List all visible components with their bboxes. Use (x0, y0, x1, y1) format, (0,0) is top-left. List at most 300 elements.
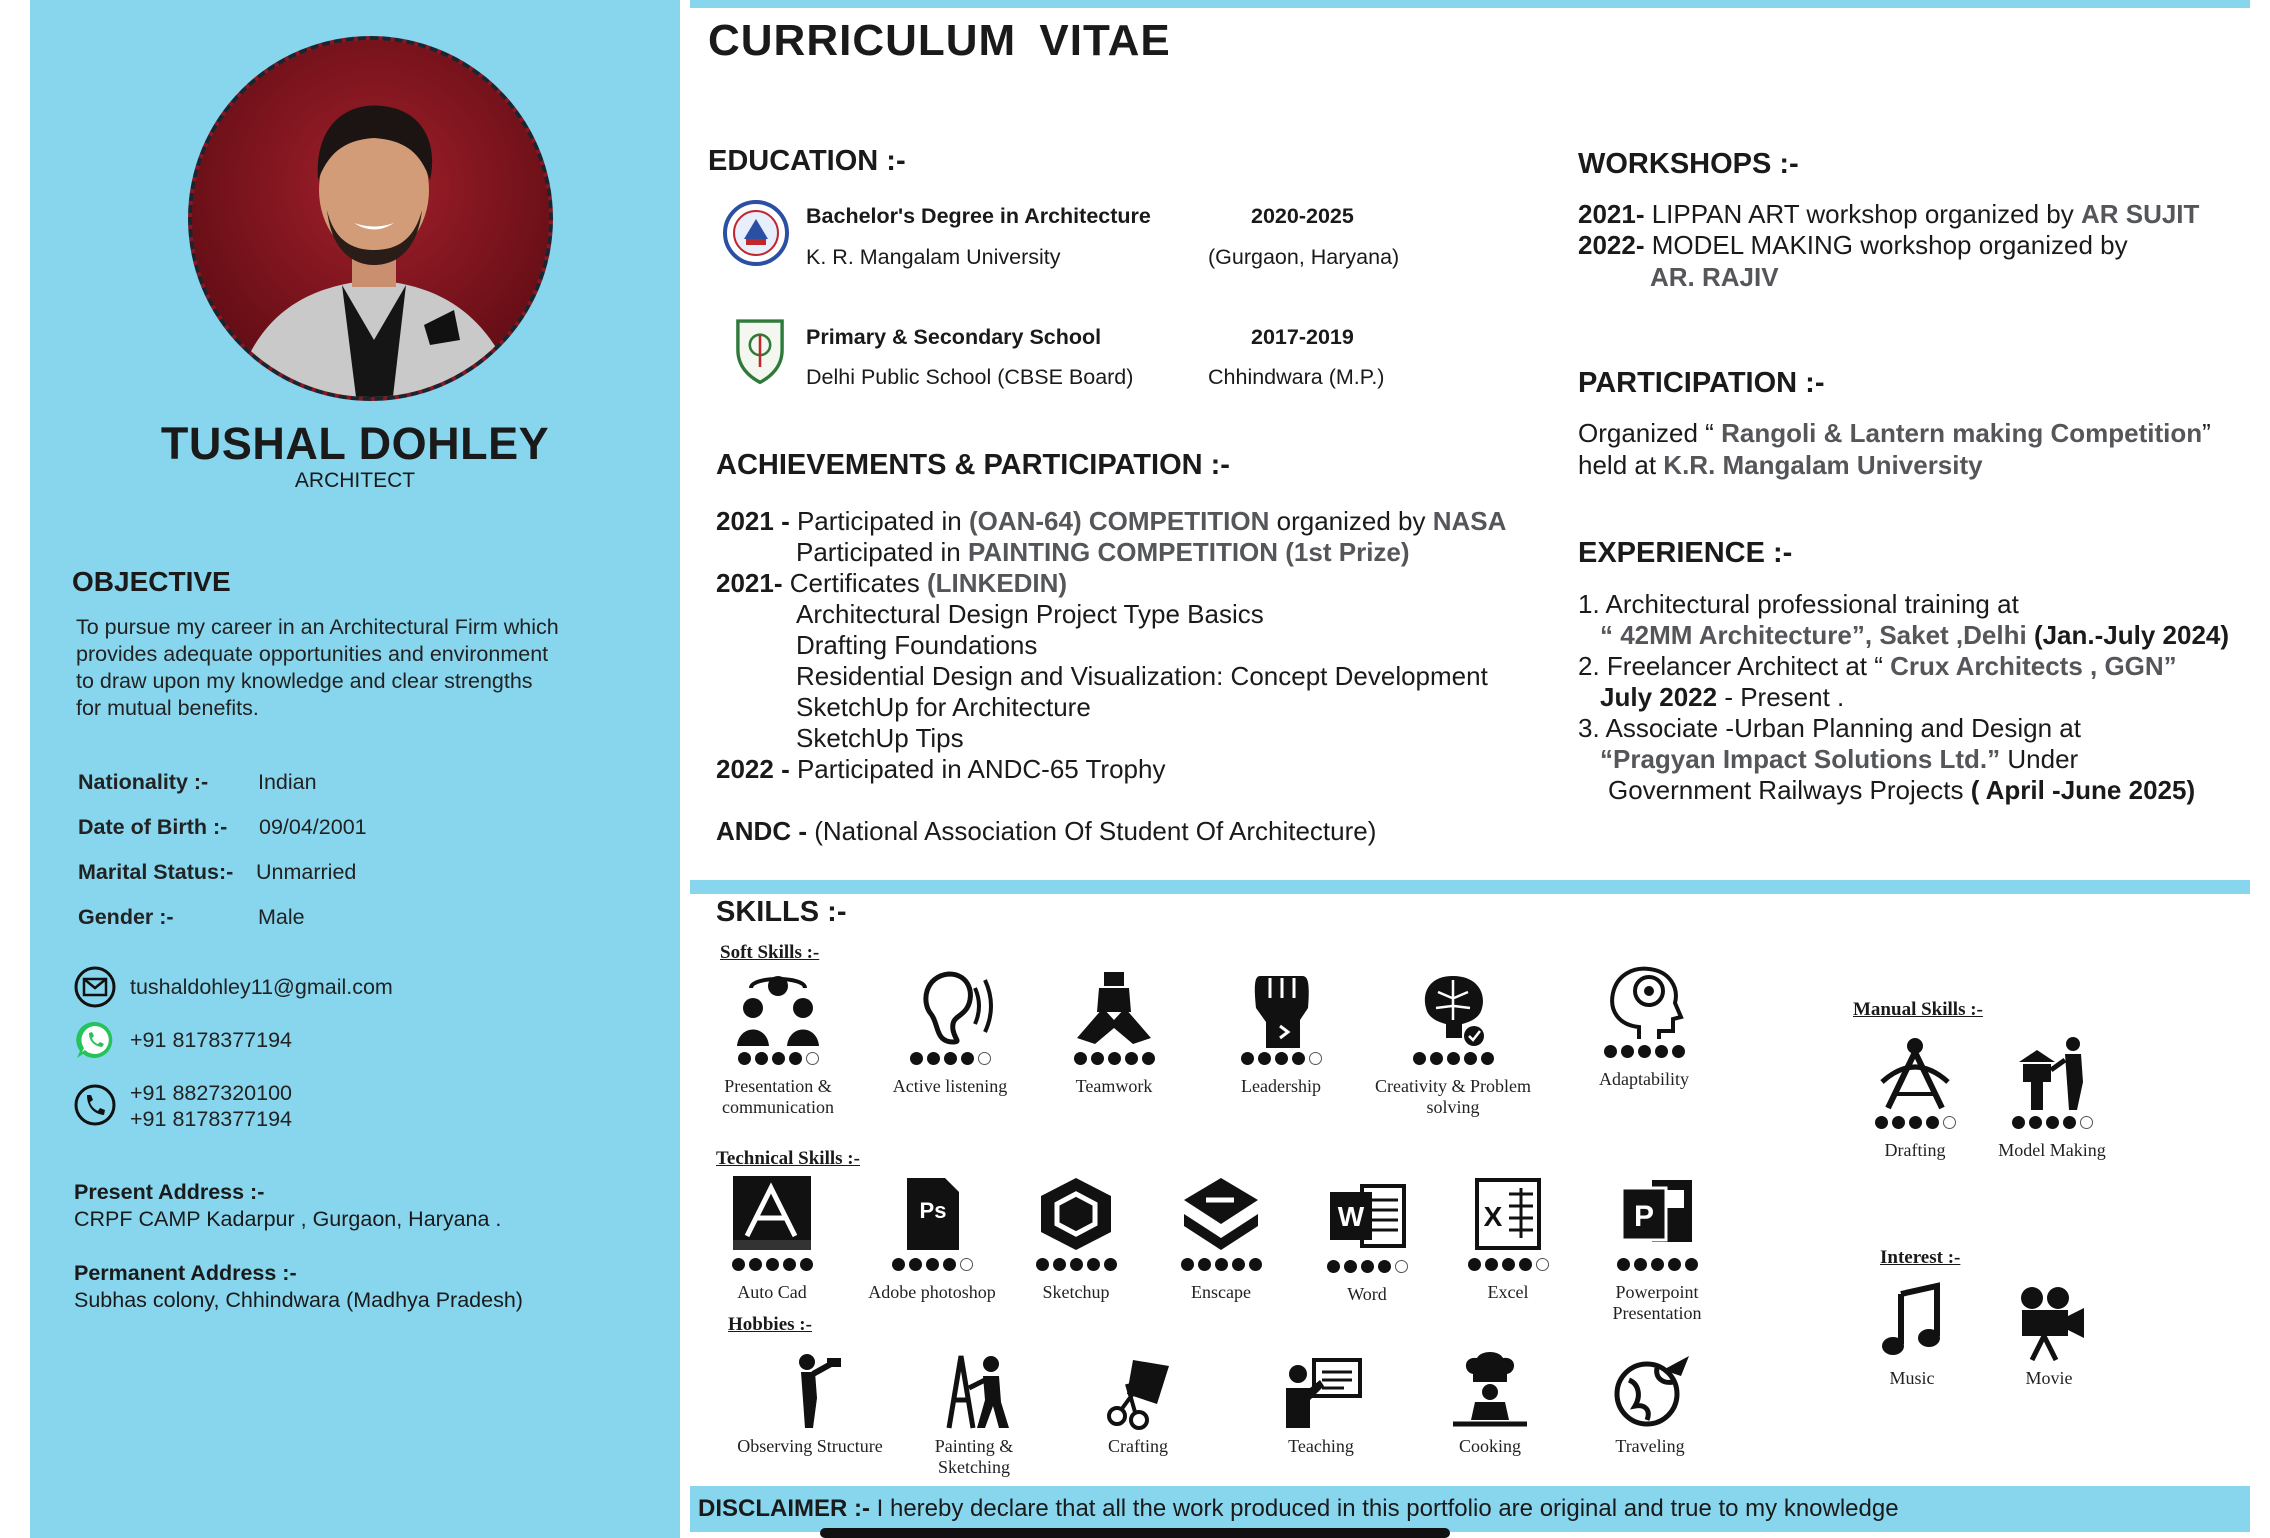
skill-leadership (1201, 968, 1361, 1097)
chef-icon (1445, 1350, 1535, 1430)
edu-degree: Primary & Secondary School (806, 325, 1102, 349)
profile-role: ARCHITECT (294, 469, 416, 492)
skill-label-line: Presentation (1612, 1303, 1702, 1323)
skill-label-line: Sketching (938, 1457, 1010, 1477)
rating-dot-filled (1241, 1052, 1254, 1065)
year: 2022 - (716, 754, 790, 784)
skill-label (870, 1076, 1030, 1097)
soft-skills-heading: Soft Skills :- (720, 942, 820, 963)
rating-dot-filled (1926, 1116, 1939, 1129)
experience-date: July 2022 (1600, 682, 1718, 712)
skill-presentation (698, 968, 858, 1118)
edu-degree: Bachelor's Degree in Architecture (806, 204, 1151, 228)
svg-text:W: W (1337, 1201, 1365, 1232)
certificate-item: Architectural Design Project Type Basics (796, 599, 1264, 629)
ear-icon (905, 968, 995, 1048)
skill-label-line: Excel (1487, 1282, 1529, 1302)
experience-text: - Present . (1717, 682, 1845, 712)
participation-venue: K.R. Mangalam University (1663, 450, 1983, 480)
rating-dots (852, 1258, 1012, 1276)
painter-icon (929, 1350, 1019, 1430)
skill-label-line: Music (1889, 1368, 1935, 1388)
skill-label (692, 1282, 852, 1303)
detail-label: Date of Birth :- (78, 815, 228, 839)
sketchup-icon (1031, 1174, 1121, 1254)
skill-label-line: Enscape (1191, 1282, 1251, 1302)
hobby-label (730, 1436, 890, 1457)
experience-text: Government Railways Projects (1608, 775, 1971, 805)
rating-dot-filled (1361, 1260, 1374, 1273)
svg-text:X: X (1483, 1201, 1503, 1232)
disclaimer-text: I hereby declare that all the work produced in this portfolio are original and true to my knowledge (869, 1495, 1899, 1522)
rating-dot-filled (800, 1258, 813, 1271)
detail-value: Unmarried (256, 860, 357, 884)
certificate-item: SketchUp for Architecture (796, 692, 1091, 722)
hobby-crafting (1058, 1350, 1218, 1457)
ach-text: organized by (1269, 506, 1433, 536)
rating-dot-empty (1395, 1260, 1408, 1273)
rating-dot-filled (1668, 1258, 1681, 1271)
objective-line: to draw upon my knowledge and clear strengths (76, 669, 533, 693)
rating-dot-filled (1621, 1045, 1634, 1058)
workshop-organizer: AR SUJIT (2080, 199, 2200, 229)
hobby-cooking (1410, 1350, 1570, 1457)
skill-label-line: Traveling (1615, 1436, 1685, 1456)
skill-sketchup (996, 1174, 1156, 1303)
skill-label-line: Drafting (1884, 1140, 1946, 1160)
skill-model-making (1972, 1032, 2132, 1161)
edu-school: Delhi Public School (CBSE Board) (806, 365, 1134, 389)
skill-label (1201, 1076, 1361, 1097)
certificate-item: SketchUp Tips (796, 723, 964, 753)
photoshop-icon (887, 1174, 977, 1254)
detail-dob (78, 815, 367, 840)
objective-line: To pursue my career in an Architectural Firm which (76, 615, 559, 639)
skill-label-line: Cooking (1458, 1436, 1521, 1456)
experience-company: “ 42MM Architecture”, Saket ,Delhi (1600, 620, 2027, 650)
hobby-traveling (1570, 1350, 1730, 1457)
rating-dots (1373, 1052, 1533, 1070)
rating-dots (1201, 1052, 1361, 1070)
rating-dot-filled (909, 1258, 922, 1271)
rating-dot-filled (1502, 1258, 1515, 1271)
skill-label-line: Active listening (892, 1076, 1008, 1096)
rating-dot-empty (1943, 1116, 1956, 1129)
participation-text: held at (1578, 450, 1664, 480)
rating-dots (1972, 1116, 2132, 1134)
rating-dot-filled (961, 1052, 974, 1065)
crafting-icon (1093, 1350, 1183, 1430)
rating-dots (1034, 1052, 1194, 1070)
detail-value: Male (258, 905, 305, 929)
experience-text: Under (2000, 744, 2079, 774)
education-heading: EDUCATION :- (708, 145, 906, 177)
participation-text: ” (2202, 418, 2211, 448)
rating-dot-filled (910, 1052, 923, 1065)
disclaimer-bar (690, 1486, 2250, 1532)
rating-dot-filled (766, 1258, 779, 1271)
detail-nationality (78, 770, 317, 795)
rating-dots (996, 1258, 1156, 1276)
rating-dot-filled (1413, 1052, 1426, 1065)
detail-value: 09/04/2001 (259, 815, 367, 839)
teamwork-icon (1069, 968, 1159, 1048)
skill-label-line: Leadership (1241, 1076, 1321, 1096)
detail-marital-status (78, 860, 357, 885)
edu-years: 2020-2025 (1251, 204, 1354, 228)
rating-dot-filled (892, 1258, 905, 1271)
objective-heading: OBJECTIVE (72, 566, 231, 597)
skill-label-line: Teaching (1288, 1436, 1354, 1456)
rating-dot-filled (1604, 1045, 1617, 1058)
rating-dot-filled (1292, 1052, 1305, 1065)
hobby-teaching (1241, 1350, 1401, 1457)
workshop-organizer (1650, 262, 1779, 293)
model-making-icon (2007, 1032, 2097, 1112)
rating-dot-filled (1655, 1045, 1668, 1058)
interest-label (1969, 1368, 2129, 1389)
interest-heading: Interest :- (1880, 1247, 1961, 1268)
rating-dot-filled (943, 1258, 956, 1271)
skill-label (1428, 1282, 1588, 1303)
rating-dot-filled (1430, 1052, 1443, 1065)
movie-camera-icon (2004, 1282, 2094, 1362)
powerpoint-icon (1612, 1174, 1702, 1254)
edu-school: K. R. Mangalam University (806, 245, 1061, 269)
hobby-label (1570, 1436, 1730, 1457)
top-accent-bar (690, 0, 2250, 8)
objective-line: for mutual benefits. (76, 696, 259, 720)
workshop-organizer-name: AR. RAJIV (1650, 262, 1779, 292)
skill-label-line: Observing Structure (737, 1436, 883, 1456)
hobbies-heading: Hobbies :- (728, 1314, 812, 1335)
enscape-icon (1176, 1174, 1266, 1254)
participation-event: Rangoli & Lantern making Competition (1721, 418, 2203, 448)
experience-list (1578, 589, 2229, 806)
experience-company: “Pragyan Impact Solutions Ltd.” (1600, 744, 2001, 774)
experience-company: Crux Architects , GGN” (1890, 651, 2177, 681)
skill-powerpoint (1577, 1174, 1737, 1324)
skill-label (1034, 1076, 1194, 1097)
participation-heading: PARTICIPATION :- (1578, 367, 1825, 399)
permanent-address: Subhas colony, Chhindwara (Madhya Pradesh) (74, 1288, 523, 1312)
objective-line: provides adequate opportunities and environment (76, 642, 549, 666)
skill-label (852, 1282, 1012, 1303)
rating-dots (1428, 1258, 1588, 1276)
rating-dot-filled (1481, 1052, 1494, 1065)
profile-photo (188, 36, 553, 401)
skill-word (1287, 1176, 1447, 1305)
rating-dot-filled (755, 1052, 768, 1065)
skill-label-line: Word (1347, 1284, 1387, 1304)
rating-dot-filled (1249, 1258, 1262, 1271)
rating-dot-filled (1638, 1045, 1651, 1058)
rating-dots (1287, 1260, 1447, 1278)
email-icon (74, 966, 116, 1008)
profile-sidebar (30, 0, 680, 1538)
rating-dot-filled (1181, 1258, 1194, 1271)
skill-label-line: Sketchup (1042, 1282, 1110, 1302)
year: 2021 - (716, 506, 790, 536)
rating-dot-filled (1672, 1045, 1685, 1058)
skill-active-listening (870, 968, 1030, 1097)
present-address-label: Present Address :- (74, 1180, 265, 1204)
rating-dots (698, 1052, 858, 1070)
rating-dot-filled (732, 1258, 745, 1271)
phone-number[interactable]: +91 8827320100 (130, 1081, 293, 1105)
rating-dot-filled (1091, 1052, 1104, 1065)
skill-label-line: Teamwork (1075, 1076, 1153, 1096)
interest-movie (1969, 1282, 2129, 1389)
skill-label (1287, 1284, 1447, 1305)
rating-dot-filled (1215, 1258, 1228, 1271)
hobby-painting (894, 1350, 1054, 1478)
whatsapp-number[interactable]: +91 8178377194 (130, 1028, 293, 1052)
rating-dot-empty (806, 1052, 819, 1065)
objective-text (76, 614, 666, 722)
permanent-address-label: Permanent Address :- (74, 1261, 297, 1285)
experience-heading: EXPERIENCE :- (1578, 537, 1793, 569)
skill-label-line: Adobe photoshop (868, 1282, 996, 1302)
globe-plane-icon (1605, 1350, 1695, 1430)
drafting-compass-icon (1870, 1032, 1960, 1112)
year: 2022- (1578, 230, 1645, 260)
rating-dot-filled (789, 1052, 802, 1065)
ach-text: Certificates (782, 568, 927, 598)
present-address: CRPF CAMP Kadarpur , Gurgaon, Haryana . (74, 1207, 502, 1231)
rating-dot-filled (1468, 1258, 1481, 1271)
rating-dot-filled (1258, 1052, 1271, 1065)
head-gear-icon (1599, 961, 1689, 1041)
rating-dot-filled (926, 1258, 939, 1271)
skill-label-line: Model Making (1998, 1140, 2106, 1160)
interest-label (1832, 1368, 1992, 1389)
ach-highlight: (OAN-64) COMPETITION (968, 506, 1270, 536)
rating-dot-filled (1053, 1258, 1066, 1271)
skill-label-line: Powerpoint (1615, 1282, 1699, 1302)
experience-date: ( April -June 2025) (1970, 775, 2196, 805)
ach-highlight: PAINTING COMPETITION (1st Prize) (967, 537, 1410, 567)
skill-label-line: communication (722, 1097, 834, 1117)
skill-adaptability (1564, 961, 1724, 1090)
experience-item: 3. Associate -Urban Planning and Design at (1578, 713, 2081, 743)
year: 2021- (716, 568, 783, 598)
experience-date: (Jan.-July 2024) (2026, 620, 2230, 650)
skill-label-line: Painting & (934, 1436, 1014, 1456)
skill-label (698, 1076, 858, 1118)
rating-dot-filled (2029, 1116, 2042, 1129)
rating-dot-filled (1634, 1258, 1647, 1271)
rating-dot-filled (1104, 1258, 1117, 1271)
rating-dot-filled (1275, 1052, 1288, 1065)
participation-text: Organized “ (1578, 418, 1722, 448)
edu-place: Chhindwara (M.P.) (1208, 365, 1385, 389)
svg-text:P: P (1633, 1200, 1655, 1233)
participation-line (1578, 450, 1983, 481)
rating-dot-filled (772, 1052, 785, 1065)
skill-enscape (1141, 1174, 1301, 1303)
skill-label (1577, 1282, 1737, 1324)
autocad-icon (727, 1174, 817, 1254)
university-logo-icon (722, 199, 790, 267)
rating-dot-empty (960, 1258, 973, 1271)
skill-label-line: Movie (2025, 1368, 2073, 1388)
rating-dot-filled (1651, 1258, 1664, 1271)
rating-dot-filled (1108, 1052, 1121, 1065)
skill-drafting (1835, 1032, 1995, 1161)
presentation-icon (733, 968, 823, 1048)
andc-full: (National Association Of Student Of Architecture) (807, 816, 1377, 846)
rating-dot-filled (1036, 1258, 1049, 1271)
section-divider-bar (690, 880, 2250, 894)
excel-icon (1463, 1174, 1553, 1254)
email-text[interactable]: tushaldohley11@gmail.com (130, 975, 393, 999)
year: 2021- (1578, 199, 1645, 229)
workshop-item (1578, 230, 2128, 261)
skill-photoshop (852, 1174, 1012, 1303)
rating-dot-filled (1447, 1052, 1460, 1065)
rating-dot-filled (1378, 1260, 1391, 1273)
skill-label-line: Creativity & Problem (1375, 1076, 1531, 1096)
rating-dot-filled (1142, 1052, 1155, 1065)
rating-dot-filled (2046, 1116, 2059, 1129)
skill-label (1373, 1076, 1533, 1118)
detail-label: Gender :- (78, 905, 174, 929)
skills-heading: SKILLS :- (716, 896, 847, 928)
edu-years: 2017-2019 (1251, 325, 1354, 349)
ach-highlight: (LINKEDIN) (927, 568, 1068, 598)
rating-dot-filled (1074, 1052, 1087, 1065)
hobby-label (894, 1436, 1054, 1478)
phone-number[interactable]: +91 8178377194 (130, 1107, 293, 1131)
cv-title: CURRICULUM VITAE (708, 16, 1171, 65)
rating-dot-filled (1519, 1258, 1532, 1271)
hobby-label (1410, 1436, 1570, 1457)
rating-dot-filled (1892, 1116, 1905, 1129)
participation-line (1578, 418, 2211, 449)
skill-autocad (692, 1174, 852, 1303)
edu-place: (Gurgaon, Haryana) (1208, 245, 1400, 269)
skill-creativity (1373, 968, 1533, 1118)
experience-item: 2. Freelancer Architect at “ (1578, 651, 1891, 681)
rating-dots (1141, 1258, 1301, 1276)
ach-text: Participated in ANDC-65 Trophy (789, 754, 1166, 784)
hobby-label (1241, 1436, 1401, 1457)
rating-dot-filled (1232, 1258, 1245, 1271)
rating-dot-filled (1617, 1258, 1630, 1271)
skill-label (996, 1282, 1156, 1303)
rating-dot-filled (738, 1052, 751, 1065)
rating-dot-filled (2012, 1116, 2025, 1129)
detail-label: Marital Status:- (78, 860, 234, 884)
rating-dots (692, 1258, 852, 1276)
rating-dot-filled (1327, 1260, 1340, 1273)
rating-dots (1835, 1116, 1995, 1134)
workshop-text: LIPPAN ART workshop organized by (1644, 199, 2081, 229)
skill-excel (1428, 1174, 1588, 1303)
ach-highlight: NASA (1432, 506, 1507, 536)
skill-label (1972, 1140, 2132, 1161)
experience-item: 1. Architectural professional training at (1578, 589, 2019, 619)
rating-dot-filled (1909, 1116, 1922, 1129)
rating-dot-filled (1464, 1052, 1477, 1065)
workshop-item (1578, 199, 2199, 230)
skill-label (1835, 1140, 1995, 1161)
rating-dot-filled (1198, 1258, 1211, 1271)
brain-icon (1408, 968, 1498, 1048)
skill-label-line: Presentation & (724, 1076, 832, 1096)
achievements-list (716, 506, 1506, 847)
detail-gender (78, 905, 305, 930)
rating-dot-filled (944, 1052, 957, 1065)
rating-dot-filled (2063, 1116, 2076, 1129)
rating-dot-filled (1070, 1258, 1083, 1271)
profile-name: TUSHAL DOHLEY (160, 418, 550, 469)
rating-dot-filled (1344, 1260, 1357, 1273)
rating-dot-filled (1875, 1116, 1888, 1129)
detail-value: Indian (258, 770, 317, 794)
rating-dot-filled (1485, 1258, 1498, 1271)
phone-icon (74, 1084, 116, 1126)
rating-dot-filled (927, 1052, 940, 1065)
skill-label-line: Auto Cad (737, 1282, 807, 1302)
rating-dot-filled (749, 1258, 762, 1271)
rating-dot-filled (1685, 1258, 1698, 1271)
whatsapp-icon (74, 1019, 116, 1061)
word-icon (1322, 1176, 1412, 1256)
rating-dot-empty (2080, 1116, 2093, 1129)
rating-dot-empty (1309, 1052, 1322, 1065)
music-note-icon (1867, 1282, 1957, 1362)
hobby-observing-structure (730, 1350, 890, 1457)
rating-dot-filled (783, 1258, 796, 1271)
workshop-text: MODEL MAKING workshop organized by (1644, 230, 2128, 260)
rating-dot-filled (1087, 1258, 1100, 1271)
rating-dot-empty (1536, 1258, 1549, 1271)
interest-music (1832, 1282, 1992, 1389)
rating-dots (1577, 1258, 1737, 1276)
skill-label (1564, 1069, 1724, 1090)
rating-dots (1564, 1045, 1724, 1063)
hobby-label (1058, 1436, 1218, 1457)
detail-label: Nationality :- (78, 770, 209, 794)
disclaimer-label: DISCLAIMER :- (698, 1495, 870, 1522)
rating-dots (870, 1052, 1030, 1070)
teaching-icon (1276, 1350, 1366, 1430)
andc-abbr: ANDC - (716, 816, 807, 846)
rating-dot-filled (1125, 1052, 1138, 1065)
home-indicator[interactable] (820, 1528, 1450, 1538)
certificate-item: Residential Design and Visualization: Concept Development (796, 661, 1488, 691)
observer-icon (765, 1350, 855, 1430)
manual-skills-heading: Manual Skills :- (1853, 999, 1983, 1020)
skill-label-line: solving (1426, 1097, 1480, 1117)
skill-teamwork (1034, 968, 1194, 1097)
svg-text:Ps: Ps (919, 1198, 947, 1223)
workshops-heading: WORKSHOPS :- (1578, 148, 1799, 180)
skill-label-line: Crafting (1108, 1436, 1168, 1456)
certificate-item: Drafting Foundations (796, 630, 1038, 660)
skill-label-line: Adaptability (1599, 1069, 1689, 1089)
skill-label (1141, 1282, 1301, 1303)
fist-icon (1236, 968, 1326, 1048)
technical-skills-heading: Technical Skills :- (716, 1148, 860, 1169)
achievements-heading: ACHIEVEMENTS & PARTICIPATION :- (716, 449, 1230, 481)
school-crest-icon (726, 316, 794, 384)
ach-text: Participated in (789, 506, 969, 536)
rating-dot-empty (978, 1052, 991, 1065)
ach-text: Participated in (796, 537, 968, 567)
